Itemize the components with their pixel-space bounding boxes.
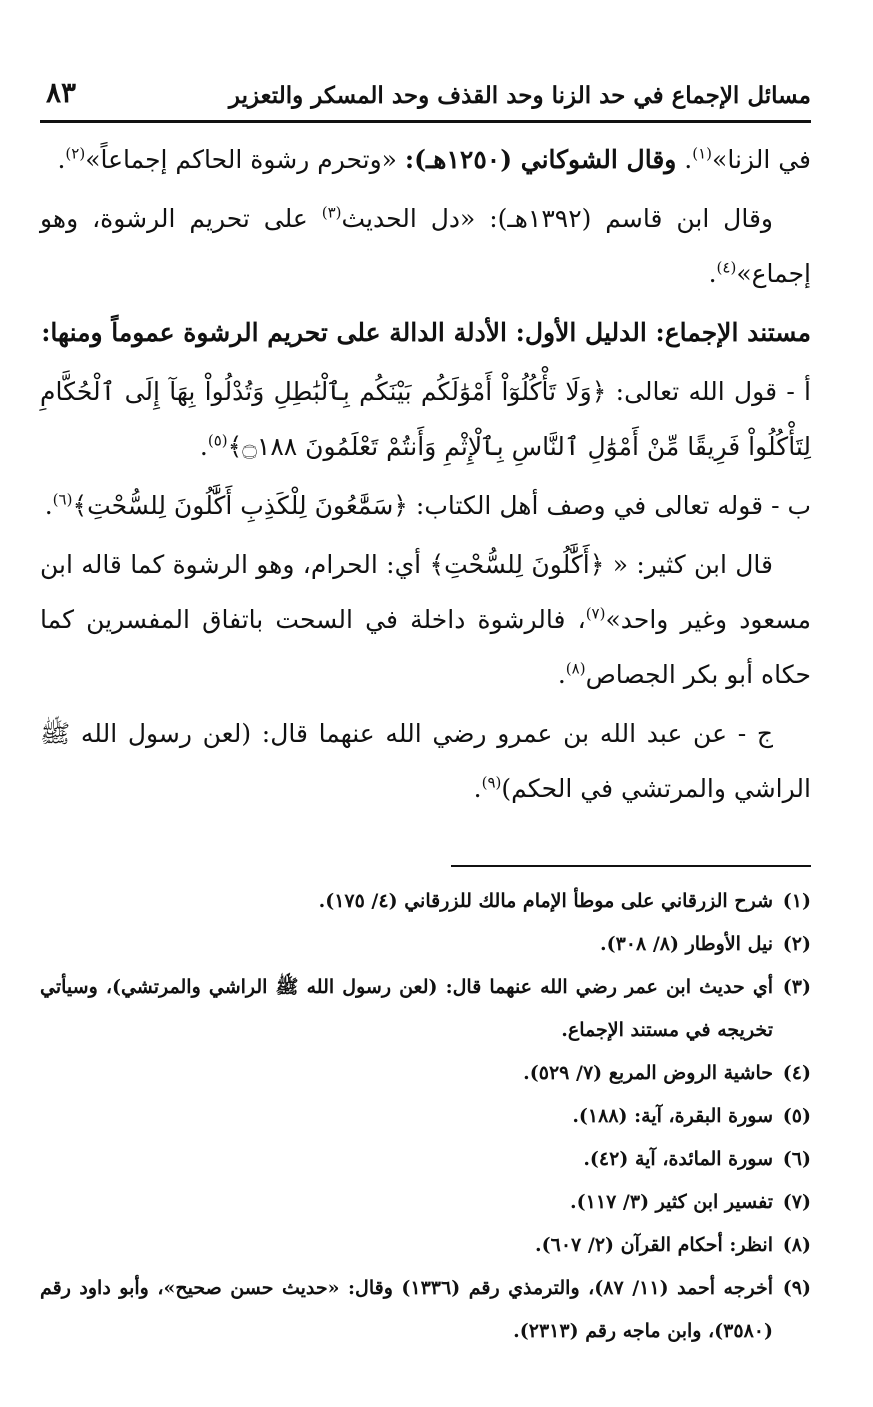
- page-number: ٨٣: [46, 76, 77, 109]
- text: .: [57, 145, 66, 174]
- text: .: [676, 145, 693, 174]
- paragraph-ibn-qasim: [40, 191, 811, 301]
- text: قال ابن كثير: « ﴿أَكَّٰلُونَ لِلسُّحْتِ﴾ أي: الحرام، وهو الرشوة كما قاله ابن مسعود وغير واحد»: [40, 550, 811, 634]
- footnote-text: أخرجه أحمد (١١/ ٨٧)، والترمذي رقم (١٣٣٦) وقال: «حديث حسن صحيح»، وأبو داود رقم (٣٥٨٠)، وابن ماجه رقم (٢٣١٣).: [40, 1277, 773, 1342]
- text: ، فالرشوة داخلة في السحت باتفاق المفسرين كما حكاه أبو بكر الجصاص: [40, 605, 811, 689]
- footnote-text: سورة المائدة، آية (٤٢).: [583, 1148, 773, 1170]
- paragraph-shawkani: [40, 132, 811, 187]
- footnote-ref[interactable]: (٥): [207, 431, 228, 450]
- paragraph-ibn-kathir: [40, 537, 811, 702]
- paragraph-evidence-heading: [40, 305, 811, 360]
- text: .: [708, 259, 717, 288]
- footnote-item: [40, 1181, 811, 1224]
- footnote-ref[interactable]: (٨): [565, 659, 586, 678]
- footnote-number: (٥): [782, 1105, 811, 1127]
- footnote-ref[interactable]: (٤): [716, 258, 737, 277]
- page-header: [40, 64, 811, 123]
- verse-text: ب - قوله تعالى في وصف أهل الكتاب: ﴿سَمَّٰعُونَ لِلْكَذِبِ أَكَّٰلُونَ لِلسُّحْتِ﴾: [72, 491, 811, 520]
- text: .: [473, 774, 482, 803]
- paragraph-hadith: [40, 706, 811, 816]
- verse-text: أ - قول الله تعالى: ﴿وَلَا تَأْكُلُوٓاْ أَمْوَٰلَكُم بَيْنَكُم بِٱلْبَٰطِلِ وَتُدْلُواْ بِهَآ إِلَى ٱلْحُكَّامِ لِتَأْكُلُواْ فَرِيقًا مِّنْ أَمْوَٰلِ ٱلنَّاسِ بِٱلْإِثْمِ وَأَنتُمْ تَعْلَمُونَ ۝١٨٨﴾: [40, 377, 811, 461]
- text: .: [557, 660, 566, 689]
- quote: «وتحرم رشوة الحاكم إجماعاً»: [85, 145, 405, 174]
- heading-text: مستند الإجماع: الدليل الأول:: [515, 318, 811, 347]
- footnote-number: (٤): [782, 1062, 811, 1084]
- footnote-text: انظر: أحكام القرآن (٢/ ٦٠٧).: [535, 1234, 773, 1256]
- footnote-text: سورة البقرة، آية: (١٨٨).: [572, 1105, 773, 1127]
- footnote-text: نيل الأوطار (٨/ ٣٠٨).: [599, 933, 773, 955]
- footnote-ref[interactable]: (٣): [321, 203, 342, 222]
- footnote-item: [40, 1138, 811, 1181]
- footnote-item: [40, 923, 811, 966]
- text: الأدلة الدالة على تحريم الرشوة عموماً ومنها:: [41, 318, 516, 347]
- text: .: [44, 491, 53, 520]
- running-title: مسائل الإجماع في حد الزنا وحد القذف وحد المسكر والتعزير: [228, 82, 811, 109]
- hadith-text: ج - عن عبد الله بن عمرو رضي الله عنهما قال: (لعن رسول الله ﷺ الراشي والمرتشي في الحكم): [40, 719, 811, 803]
- text: على تحريم الرشوة، وهو إجماع»: [40, 204, 811, 288]
- footnote-number: (٩): [782, 1277, 811, 1299]
- text: في الزنا»: [712, 145, 811, 174]
- footnote-number: (٨): [782, 1234, 811, 1256]
- footnote-text: تفسير ابن كثير (٣/ ١١٧).: [570, 1191, 773, 1213]
- paragraph-verse-baqara: [40, 364, 811, 474]
- footnote-item: [40, 966, 811, 1052]
- footnote-text: شرح الزرقاني على موطأ الإمام مالك للزرقاني (٤/ ١٧٥).: [318, 890, 773, 912]
- footnote-item: [40, 1224, 811, 1267]
- footnote-ref[interactable]: (١): [692, 144, 713, 163]
- footnote-number: (١): [782, 890, 811, 912]
- paragraph-verse-maida: [40, 478, 811, 533]
- text: وقال ابن قاسم (١٣٩٢هـ): «دل الحديث: [341, 204, 773, 233]
- footnote-number: (٦): [782, 1148, 811, 1170]
- footnote-divider: [451, 865, 811, 867]
- main-text: [40, 132, 811, 816]
- footnote-item: [40, 880, 811, 923]
- footnote-item: [40, 1267, 811, 1353]
- footnote-number: (٧): [782, 1191, 811, 1213]
- footnote-ref[interactable]: (٦): [52, 490, 73, 509]
- footnotes: [40, 880, 811, 1353]
- text: .: [199, 432, 208, 461]
- bold-text: وقال الشوكاني (١٢٥٠هـ):: [404, 145, 677, 174]
- footnote-item: [40, 1052, 811, 1095]
- footnote-ref[interactable]: (٩): [481, 773, 502, 792]
- footnote-item: [40, 1095, 811, 1138]
- footnote-text: حاشية الروض المربع (٧/ ٥٢٩).: [523, 1062, 773, 1084]
- footnote-number: (٣): [782, 976, 811, 998]
- footnote-ref[interactable]: (٧): [585, 604, 606, 623]
- footnote-number: (٢): [782, 933, 811, 955]
- footnote-text: أي حديث ابن عمر رضي الله عنهما قال: (لعن رسول الله ﷺ الراشي والمرتشي)، وسيأتي تخريجه في مستند الإجماع.: [40, 976, 773, 1041]
- footnote-ref[interactable]: (٢): [65, 144, 86, 163]
